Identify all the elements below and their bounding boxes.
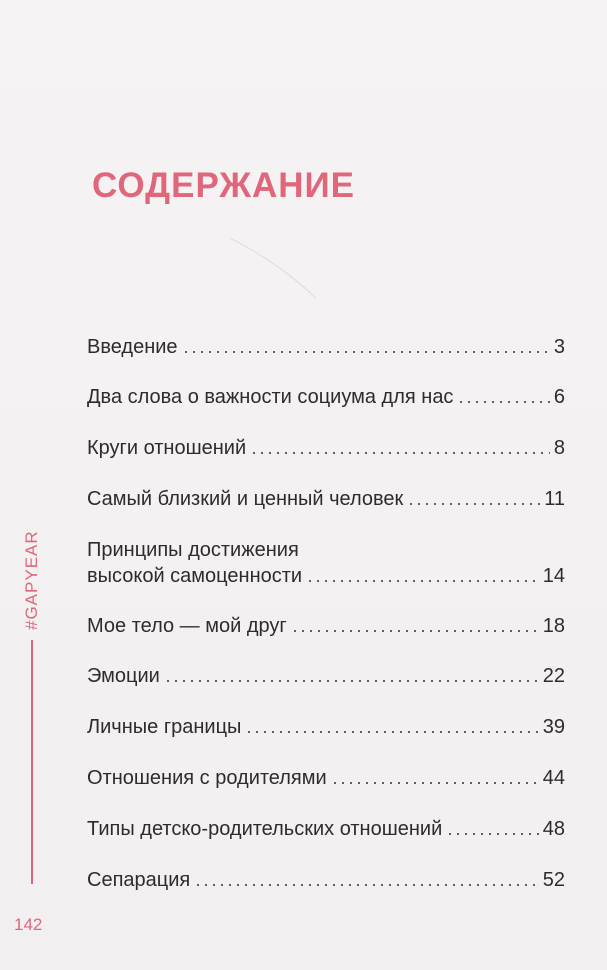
- toc-entry-page: 52: [542, 869, 565, 891]
- toc-entry-label-line-2: высокой самоценности: [87, 565, 303, 587]
- toc-entry-page: 11: [544, 488, 565, 510]
- paper-scratch-mark: [228, 232, 318, 302]
- toc-entry-society: [87, 384, 565, 410]
- dot-leader: [250, 450, 550, 456]
- dot-leader: [194, 882, 539, 888]
- toc-entry-label: Сепарация: [87, 869, 191, 891]
- toc-entry-parent-child-types: [87, 816, 565, 842]
- toc-entry-label: Личные границы: [87, 716, 242, 738]
- toc-entry-page: 8: [553, 437, 565, 459]
- toc-entry-introduction: [87, 334, 565, 360]
- dot-leader: [331, 780, 539, 786]
- toc-entry-body: [87, 613, 565, 639]
- dot-leader: [182, 349, 550, 355]
- toc-entry-label: Введение: [87, 336, 178, 358]
- dot-leader: [245, 729, 538, 735]
- toc-entry-label: Мое тело — мой друг: [87, 615, 287, 637]
- dot-leader: [291, 628, 539, 634]
- side-hashtag-text: #GAPYEAR: [22, 530, 41, 630]
- page-title: СОДЕРЖАНИЕ: [92, 166, 356, 205]
- toc-entry-page: 18: [542, 615, 565, 637]
- toc-entry-page: 14: [542, 565, 565, 587]
- toc-entry-page: 6: [553, 386, 565, 408]
- toc-entry-self-worth: [87, 537, 565, 589]
- toc-entry-parents: [87, 765, 565, 791]
- toc-entry-relationship-circles: [87, 435, 565, 461]
- toc-entry-label: Два слова о важности социума для нас: [87, 386, 454, 408]
- toc-entry-label: Типы детско-родительских отношений: [87, 818, 443, 840]
- side-hashtag: [22, 500, 42, 630]
- dot-leader: [446, 831, 538, 837]
- toc-entry-label: Отношения с родителями: [87, 767, 327, 789]
- toc-entry-page: 3: [553, 336, 565, 358]
- page-number: 142: [14, 915, 43, 934]
- toc-entry-page: 44: [542, 767, 565, 789]
- toc-entry-label: Эмоции: [87, 665, 160, 687]
- toc-entry-page: 39: [542, 716, 565, 738]
- toc-entry-label: Круги отношений: [87, 437, 247, 459]
- dot-leader: [407, 501, 540, 507]
- toc-entry-emotions: [87, 663, 565, 689]
- dot-leader: [306, 578, 539, 584]
- toc-entry-label-line-1: Принципы достижения: [87, 539, 299, 561]
- toc-entry-label: [87, 537, 302, 589]
- toc-entry-personal-boundaries: [87, 714, 565, 740]
- toc-entry-separation: [87, 867, 565, 893]
- toc-entry-label: Самый близкий и ценный человек: [87, 488, 404, 510]
- dot-leader: [164, 678, 539, 684]
- side-accent-line: [31, 640, 33, 884]
- toc-entry-closest-person: [87, 486, 565, 512]
- dot-leader: [457, 399, 549, 405]
- toc-entry-page: 48: [542, 818, 565, 840]
- toc-entry-page: 22: [542, 665, 565, 687]
